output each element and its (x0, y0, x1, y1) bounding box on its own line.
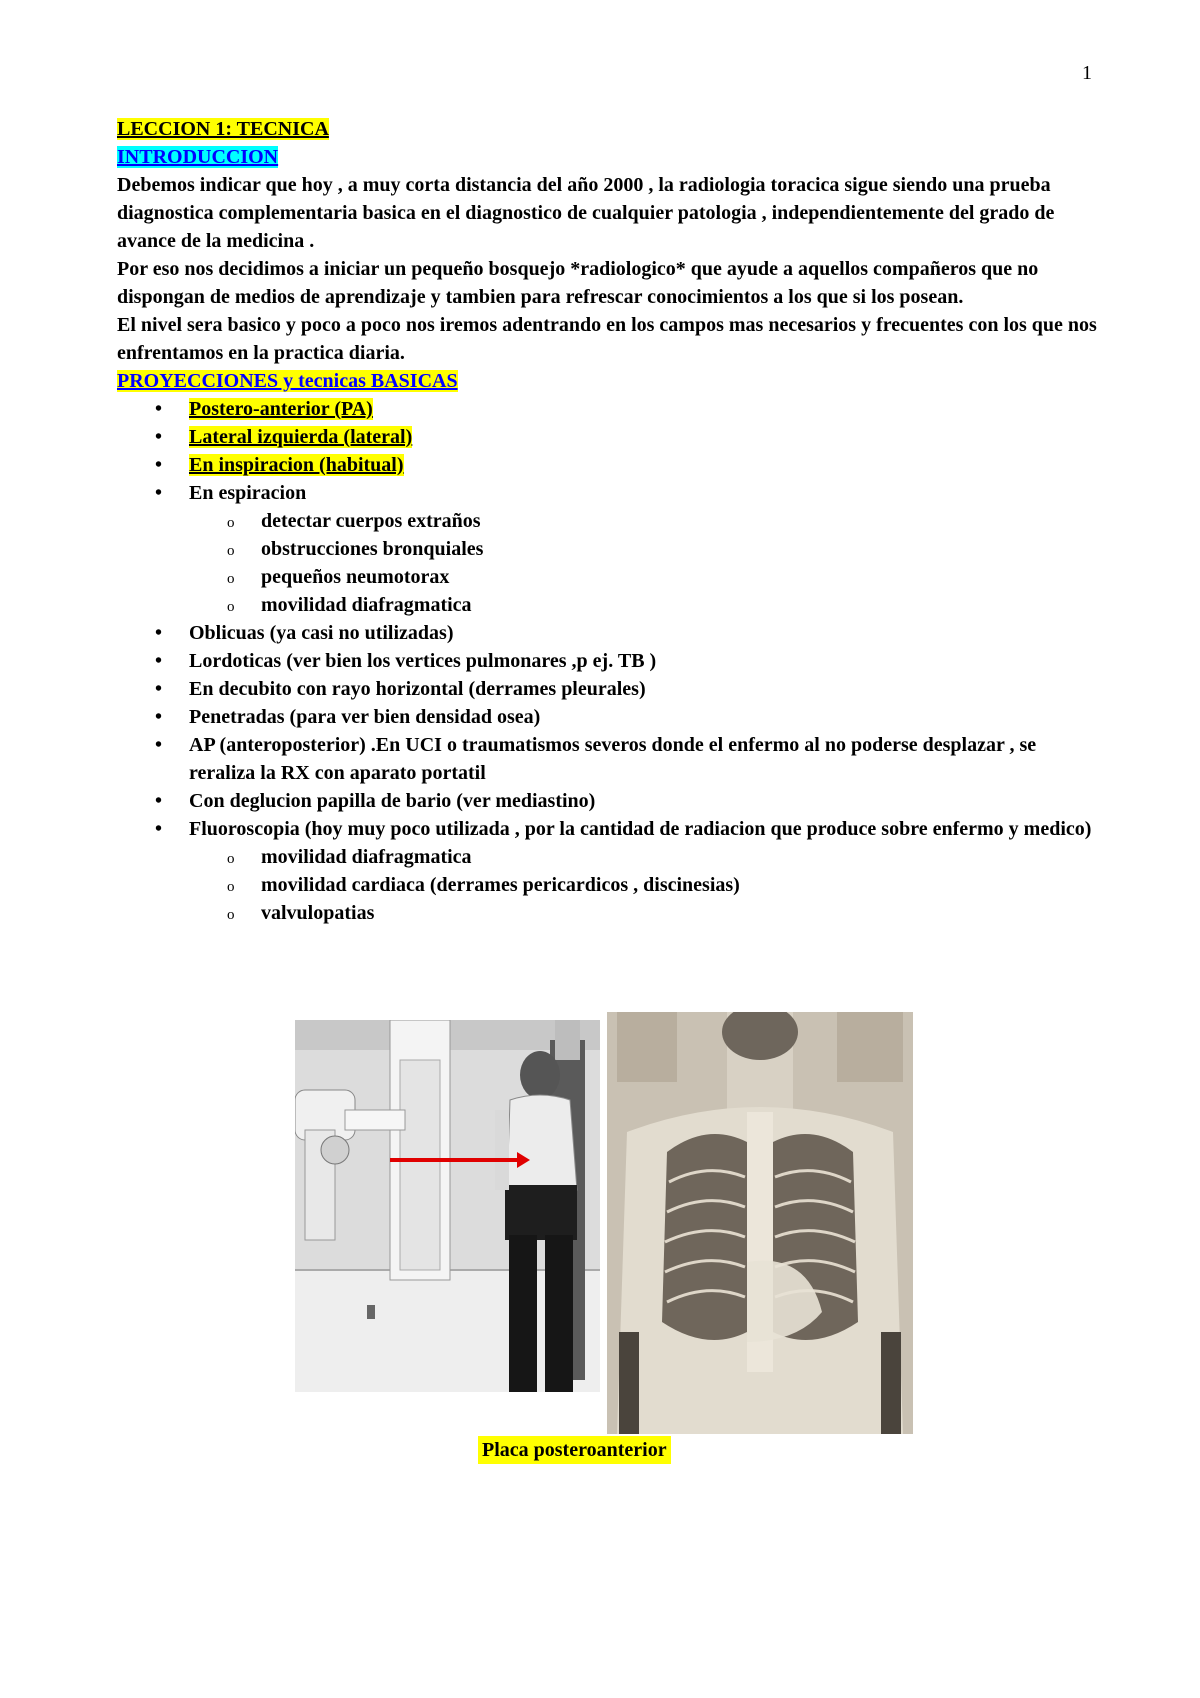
lesson-title: LECCION 1: TECNICA (117, 118, 329, 140)
figure-caption: Placa posteroanterior (478, 1436, 671, 1464)
projections-heading: PROYECCIONES y tecnicas BASICAS (117, 370, 458, 392)
sublist-item: o movilidad diafragmatica (261, 591, 1097, 619)
patient-xray-photo (295, 1020, 600, 1392)
list-item: • En inspiracion (habitual) (189, 451, 1097, 479)
sublist-item: o obstrucciones bronquiales (261, 535, 1097, 563)
chest-xray-image (607, 1012, 913, 1434)
sublist-item: o movilidad diafragmatica (261, 843, 1097, 871)
sublist-item: o valvulopatias (261, 899, 1097, 927)
list-item: • Con deglucion papilla de bario (ver mediastino) (189, 787, 1097, 815)
sublist-item: o pequeños neumotorax (261, 563, 1097, 591)
sublist-item: o movilidad cardiaca (derrames pericardicos , discinesias) (261, 871, 1097, 899)
list-item: • Penetradas (para ver bien densidad osea) (189, 703, 1097, 731)
list-item: • AP (anteroposterior) .En UCI o traumatismos severos donde el enfermo al no poderse desplazar , se reraliza la RX con aparato portatil (189, 731, 1097, 787)
page-number: 1 (1082, 62, 1092, 84)
sublist (189, 507, 1097, 619)
paragraph-2: Por eso nos decidimos a iniciar un pequeño bosquejo *radiologico* que ayude a aquellos compañeros que no dispongan de medios de aprendizaje y tambien para refrescar conocimientos a los que si los posean. (117, 258, 1039, 308)
list-item: • Lordoticas (ver bien los vertices pulmonares ,p ej. TB ) (189, 647, 1097, 675)
sublist (189, 843, 1097, 927)
list-item: • En espiracion o detectar cuerpos extraños o obstrucciones bronquiales o pequeños neumotorax o movilidad diafragmatica (189, 479, 1097, 619)
paragraph-1: Debemos indicar que hoy , a muy corta distancia del año 2000 , la radiologia toracica sigue siendo una prueba diagnostica complementaria basica en el diagnostico de cualquier patologia , independientemente del grado de avance de la medicina . (117, 174, 1055, 252)
list-item: • Lateral izquierda (lateral) (189, 423, 1097, 451)
projections-list (117, 395, 1097, 927)
list-item: • Fluoroscopia (hoy muy poco utilizada , por la cantidad de radiacion que produce sobre enfermo y medico) o movilidad diafragmatica o movilidad cardiaca (derrames pericardicos , discinesias) o valvulopatias (189, 815, 1097, 927)
paragraph-3: El nivel sera basico y poco a poco nos iremos adentrando en los campos mas necesarios y frecuentes con los que nos enfrentamos en la practica diaria. (117, 314, 1097, 364)
sublist-item: o detectar cuerpos extraños (261, 507, 1097, 535)
document-body (117, 115, 1097, 927)
list-item: • Oblicuas (ya casi no utilizadas) (189, 619, 1097, 647)
list-item: • En decubito con rayo horizontal (derrames pleurales) (189, 675, 1097, 703)
intro-heading: INTRODUCCION (117, 146, 279, 168)
list-item: • Postero-anterior (PA) (189, 395, 1097, 423)
